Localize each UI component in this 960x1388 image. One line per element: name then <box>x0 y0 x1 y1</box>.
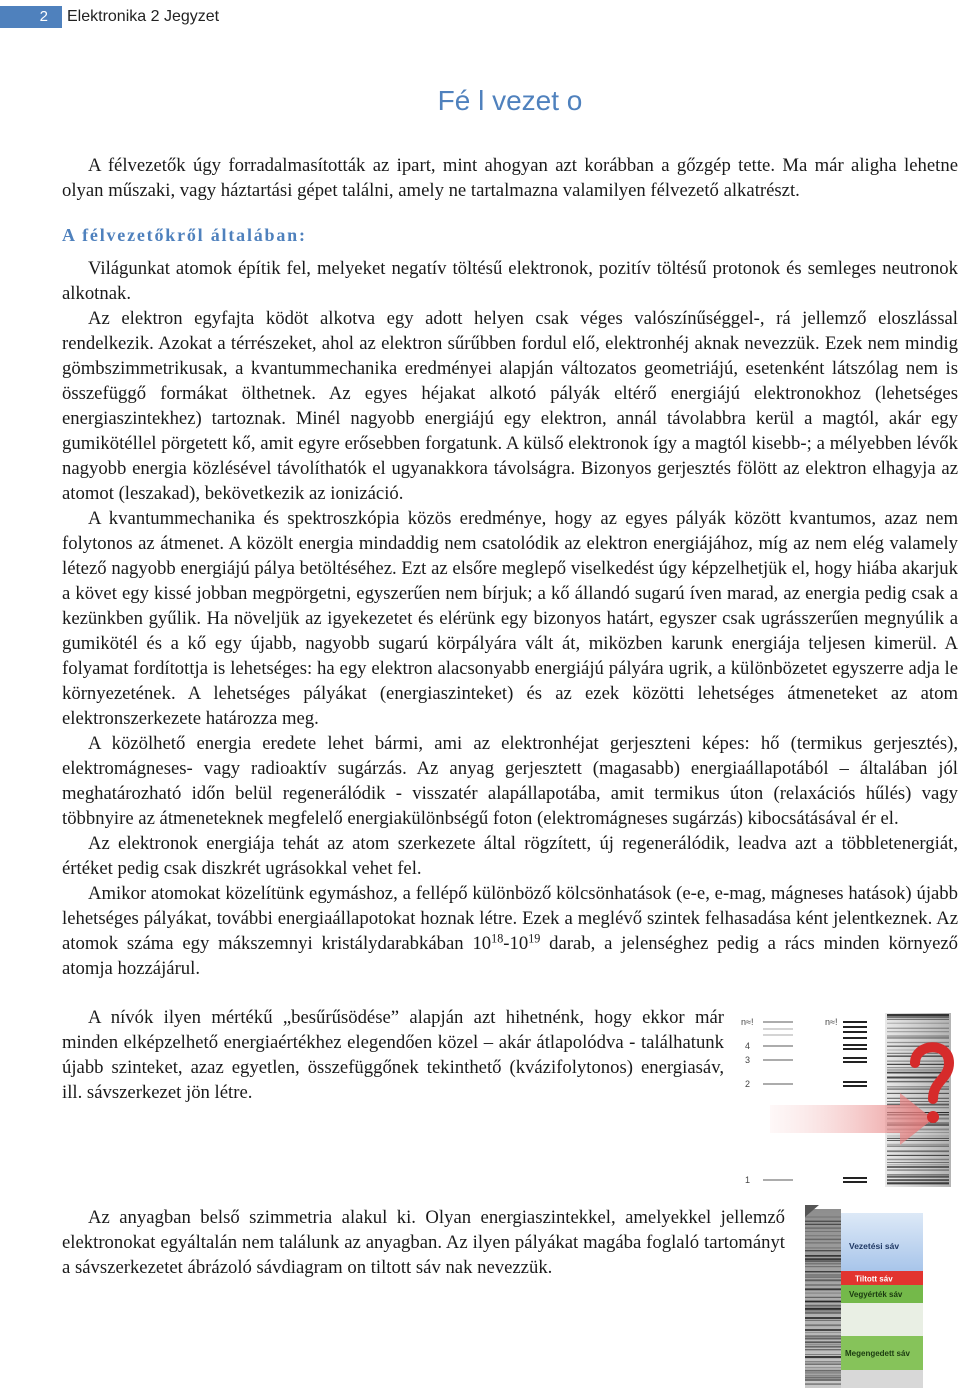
exponent: 19 <box>528 931 541 946</box>
level-label-1: 1 <box>745 1175 751 1185</box>
band-diagram <box>805 1205 925 1388</box>
level-label-4: 4 <box>745 1041 751 1051</box>
paragraph: A közölhető energia eredete lehet bármi, ami az elektronhéjat gerjeszteni képes: hő (termikus gerjesztés), elektromágneses- vagy radioaktív sugárzás. Az anyag gerjesztett (magasabb) energiaállapotából – általában jól meghatározható időn belül regenerálódik - visszatér alapállapotába, amit termikus úton (relaxációs hűlés) vagy többnyire az átmeneteknek megfelelő energiakülönbségű foton (elektromágneses sugárzás) kibocsátásával ér el. <box>62 733 958 829</box>
paragraph: Világunkat atomok építik fel, melyeket negatív töltésű elektronok, pozitív töltésű protonok és semleges neutronok alkotnak. <box>62 258 958 304</box>
intro-paragraph: A félvezetők úgy forradalmasították az ipart, mint ahogyan azt korábban a gőzgép tette. Ma már aligha lehetne olyan műszaki, vagy háztartási gépet találni, amely ne tartalmazna valamilyen félvezető alkatrészt. <box>62 155 958 201</box>
paragraph <box>62 881 958 981</box>
exponent: 18 <box>491 931 504 946</box>
paragraph: Az elektronok energiája tehát az atom szerkezete által rögzített, új regenerálódik, leadva azt a többletenergiát, értéket pedig csak diszkrét ugrásokkal vehet fel. <box>62 833 958 879</box>
paragraph: A nívók ilyen mértékű „besűrűsödése” alapján azt hihetnénk, hogy ekkor már minden elképzelhető energiaértékhez elegendően közel – akár átlapolódva - találhatunk újabb szinteket, azaz egyetlen, összefüggőnek tekinthető (kvázifolytonos) energiasáv, ill. sávszerkezet jön létre. <box>62 1007 724 1103</box>
running-title: Elektronika 2 Jegyzet <box>67 8 220 25</box>
levels-text-block <box>62 1005 724 1105</box>
level-label-2: 2 <box>745 1079 751 1089</box>
paragraph: A kvantummechanika és spektroszkópia közös eredménye, hogy az egyes pályák között kvantumos, azaz nem folytonos az átmenet. A közölt energia mindaddig nem csatolódik az elektron energiájához, míg az nem elég valamely létező nagyobb energiájú pálya betöltéséhez. Ezt az elsőre meglepő viselkedést úgy képzelhetjük el, hogy hiába akarjuk a követ egy kissé jobban megpörgetni, egyszerűen nem bírjuk; a kő állandó sugarú íven marad, az energia pedig csak a kezünkben gyűlik. Ha növeljük az igyekezetet és elérünk egy bizonyos határt, egyszer csak ugrásszerűen megnyúlik a gumikötél és a kő egy újabb, nagyobb sugarú körpályára vált át, miközben karunk energiája teljesen kimerül. A folyamat fordítottja is lehetséges: ha egy elektron alacsonyabb energiájú pályára ugrik, a különbözetet egyszerre adja le környezetének. A lehetséges pályákat (energiaszinteket) és az ezek közötti lehetséges átmeneteket az atom elektronszerkezete határozza meg. <box>62 508 958 729</box>
lower-region <box>841 1370 923 1388</box>
allowed-band-label: Megengedett sáv <box>845 1349 910 1358</box>
level-label-top: n≈! <box>741 1017 754 1027</box>
level-label-3: 3 <box>745 1055 751 1065</box>
gap-region <box>841 1303 923 1336</box>
level-label-top-right: n≈! <box>825 1017 838 1027</box>
main-text <box>62 256 958 981</box>
valence-band-label: Vegyérték sáv <box>849 1290 903 1299</box>
page-title: Fé l vezet o <box>437 85 583 116</box>
bands-text-block <box>62 1205 785 1280</box>
band-column <box>885 1013 951 1187</box>
paragraph: Az anyagban belső szimmetria alakul ki. Olyan energiaszintekkel, amelyekkel jellemző elektronokat egyáltalán nem találunk az anyagban. Az ilyen pályákat magába foglaló tartományt a sávszerkezetet ábrázoló sávdiagram on tiltott sáv nak nevezzük. <box>62 1207 785 1278</box>
paragraph: Az elektron egyfajta ködöt alkotva egy adott helyen csak véges valószínűséggel-, rá jellemző eloszlással rendelkezik. Azokat a térrészeket, ahol az elektron sűrűbben fordul elő, elektronhéj aknak nevezzük. Ezek nem mindig gömbszimmetrikusak, a kvantummechanika eredményei alapján változatos geometriájú, esetenként látszólag nem is összefüggő formákat ölthetnek. Az egyes héjakat alkotó pályák eltérő energiájú elektronokhoz (lehetséges energiaszintekhez) tartoznak. Minél nagyobb energiájú egy elektron, annál távolabbra kerül a magtól, akár egy gumikötéllel pörgetett kő, amit egyre erősebben forgatunk. A külső elektronok így a magtól kisebb-; a mélyebben lévők nagyobb energia közlésével távolíthatók el ugyanakkora távolságra. Bizonyos gerjesztés fölött az elektron elhagyja az atomot (leszakad), bekövetkezik az ionizáció. <box>62 308 958 504</box>
paragraph-text: Amikor atomokat közelítünk egymáshoz, a fellépő különböző kölcsönhatások (e-e, e-mag, mágneses hatások) újabb lehetséges pályákat, további energiaállapotokat hoznak létre. Ezek a meglévő szintek felhasadása ként jelentkeznek. Az atomok száma egy mákszemnyi kristálydarabkában 10 <box>62 883 958 954</box>
page-number-box <box>0 6 62 28</box>
paragraph-text: -10 <box>503 933 529 954</box>
energy-level-diagram <box>735 1005 958 1190</box>
intro-block <box>62 153 958 203</box>
question-mark-dot <box>927 1111 939 1123</box>
conduction-band-label: Vezetési sáv <box>849 1241 900 1251</box>
forbidden-band-label: Tiltott sáv <box>855 1274 893 1284</box>
section-heading: A félvezetőkről általában: <box>62 225 307 245</box>
page-number: 2 <box>39 8 48 25</box>
paragraph-text: darab, a jelenséghez pedig a rács minden környező atomja hozzájárul. <box>62 933 958 979</box>
